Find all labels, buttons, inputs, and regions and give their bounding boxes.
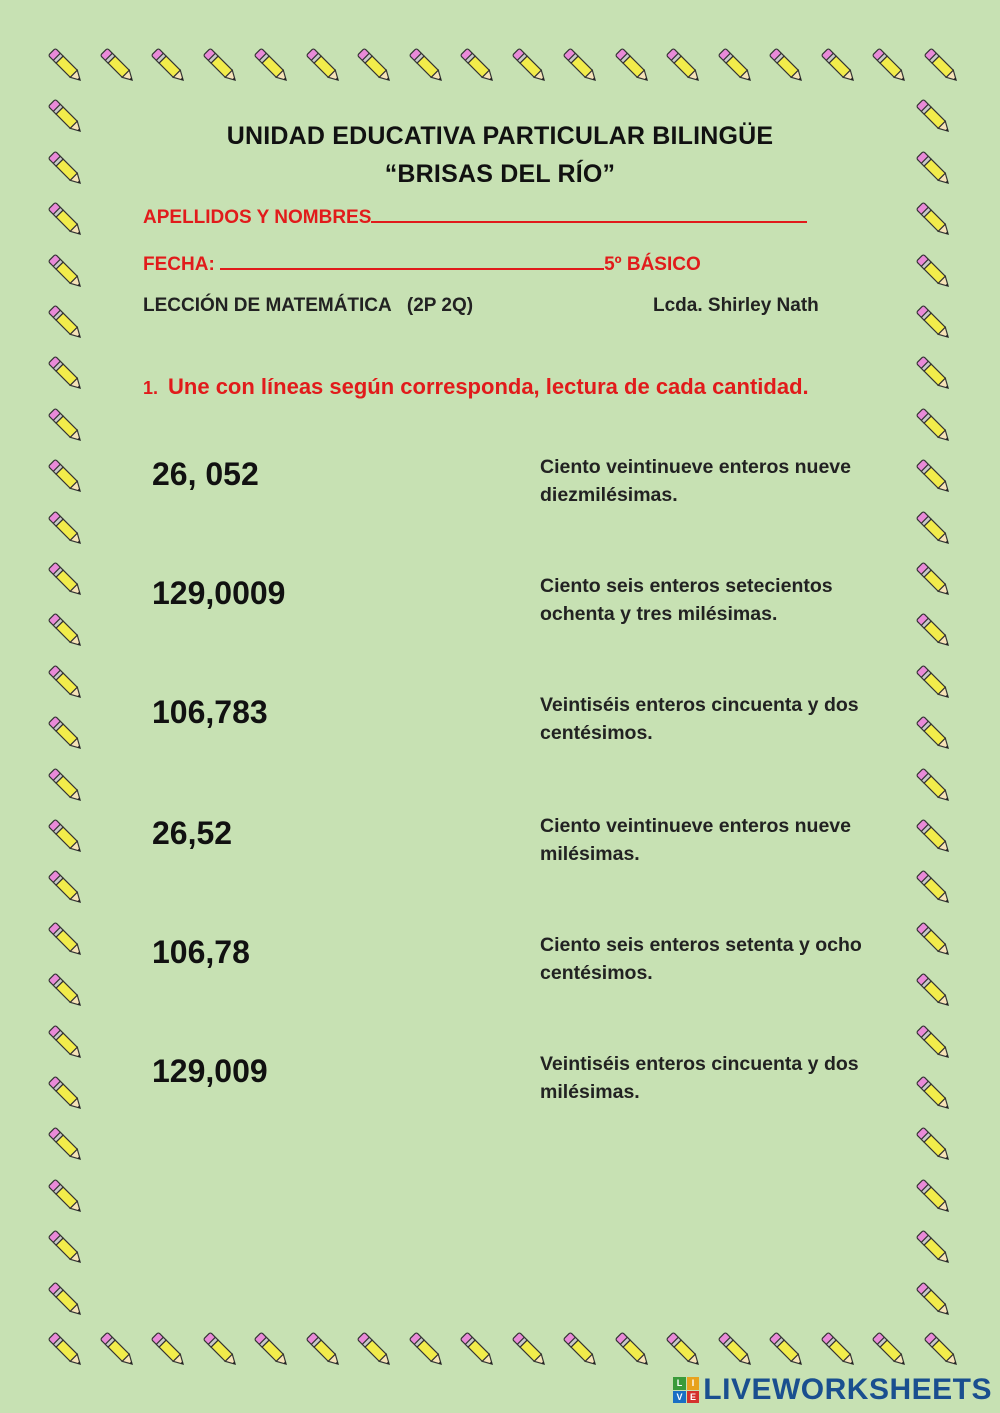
pencil-icon bbox=[555, 40, 607, 92]
quantity-item[interactable]: 26,52 bbox=[152, 815, 233, 851]
pencil-icon bbox=[40, 760, 92, 812]
pencil-icon bbox=[40, 1017, 92, 1069]
pencil-icon bbox=[92, 40, 144, 92]
pencil-icon bbox=[92, 1324, 144, 1376]
instruction-number: 1. bbox=[143, 378, 159, 398]
pencil-icon bbox=[607, 1324, 659, 1376]
liveworksheets-logo bbox=[673, 1373, 992, 1407]
pencil-icon bbox=[761, 1324, 813, 1376]
pencil-icon bbox=[813, 1324, 865, 1376]
pencil-icon bbox=[908, 503, 960, 555]
pencil-icon bbox=[40, 811, 92, 863]
pencil-icon bbox=[916, 40, 968, 92]
pencil-icon bbox=[908, 1068, 960, 1120]
pencil-icon bbox=[40, 1222, 92, 1274]
quantity-item[interactable]: 26, 052 bbox=[152, 456, 259, 492]
pencil-icon bbox=[908, 1171, 960, 1223]
pencil-icon bbox=[908, 246, 960, 298]
pencil-icon bbox=[908, 965, 960, 1017]
school-name: UNIDAD EDUCATIVA PARTICULAR BILINGÜE bbox=[226, 122, 774, 150]
pencil-icon bbox=[298, 40, 350, 92]
pencil-icon bbox=[40, 194, 92, 246]
pencil-icon bbox=[555, 1324, 607, 1376]
pencil-icon bbox=[864, 1324, 916, 1376]
reading-item[interactable]: Veintiséis enteros cincuenta y dos milésimas. bbox=[540, 1053, 859, 1103]
pencil-icon bbox=[761, 40, 813, 92]
quantity-item[interactable]: 129,009 bbox=[152, 1053, 268, 1089]
pencil-icon bbox=[40, 708, 92, 760]
pencil-icon bbox=[40, 1171, 92, 1223]
pencil-icon bbox=[452, 40, 504, 92]
quantity-item[interactable]: 129,0009 bbox=[152, 575, 286, 611]
pencil-icon bbox=[658, 1324, 710, 1376]
pencil-icon bbox=[40, 1274, 92, 1326]
pencil-icon bbox=[349, 40, 401, 92]
reading-item[interactable]: Ciento veintinueve enteros nueve diezmilésimas. bbox=[540, 456, 852, 506]
pencil-icon bbox=[908, 194, 960, 246]
mark-letter: L bbox=[673, 1377, 686, 1390]
date-input-line[interactable] bbox=[220, 250, 604, 270]
pencil-icon bbox=[813, 40, 865, 92]
pencil-icon bbox=[40, 400, 92, 452]
lesson-title: LECCIÓN DE MATEMÁTICA (2P 2Q) bbox=[143, 295, 474, 316]
reading-item[interactable]: Veintiséis enteros cincuenta y dos centésimos. bbox=[540, 694, 859, 744]
pencil-icon bbox=[908, 760, 960, 812]
teacher-name: Lcda. Shirley Nath bbox=[653, 295, 819, 316]
mark-letter: V bbox=[673, 1391, 686, 1404]
date-field bbox=[143, 250, 701, 276]
pencil-icon bbox=[143, 1324, 195, 1376]
pencil-icon bbox=[40, 862, 92, 914]
quantity-item[interactable]: 106,783 bbox=[152, 694, 268, 730]
pencil-icon bbox=[246, 40, 298, 92]
pencil-icon bbox=[908, 862, 960, 914]
pencil-icon bbox=[504, 40, 556, 92]
pencil-icon bbox=[916, 1324, 968, 1376]
reading-item[interactable]: Ciento veintinueve enteros nueve milésimas. bbox=[540, 815, 852, 865]
pencil-icon bbox=[908, 1017, 960, 1069]
pencil-icon bbox=[40, 451, 92, 503]
pencil-icon bbox=[908, 605, 960, 657]
liveworksheets-mark-icon bbox=[673, 1377, 699, 1403]
names-field bbox=[143, 203, 807, 229]
pencil-icon bbox=[40, 1119, 92, 1171]
pencil-icon bbox=[40, 965, 92, 1017]
pencil-icon bbox=[401, 40, 453, 92]
date-label: FECHA: bbox=[143, 254, 215, 275]
pencil-icon bbox=[40, 246, 92, 298]
names-input-line[interactable] bbox=[371, 203, 807, 223]
pencil-icon bbox=[40, 1324, 92, 1376]
pencil-icon bbox=[908, 297, 960, 349]
grade-label: 5º BÁSICO bbox=[604, 254, 701, 275]
pencil-icon bbox=[143, 40, 195, 92]
pencil-icon bbox=[40, 657, 92, 709]
pencil-icon bbox=[908, 451, 960, 503]
pencil-icon bbox=[658, 40, 710, 92]
pencil-icon bbox=[710, 40, 762, 92]
pencil-icon bbox=[40, 503, 92, 555]
pencil-icon bbox=[349, 1324, 401, 1376]
pencil-icon bbox=[908, 554, 960, 606]
pencil-icon bbox=[298, 1324, 350, 1376]
pencil-icon bbox=[40, 40, 92, 92]
pencil-icon bbox=[246, 1324, 298, 1376]
pencil-icon bbox=[195, 40, 247, 92]
pencil-icon bbox=[40, 1068, 92, 1120]
pencil-icon bbox=[40, 914, 92, 966]
reading-item[interactable]: Ciento seis enteros setenta y ocho centésimos. bbox=[540, 934, 862, 984]
pencil-icon bbox=[452, 1324, 504, 1376]
pencil-icon bbox=[908, 400, 960, 452]
pencil-icon bbox=[908, 914, 960, 966]
instruction-text: Une con líneas según corresponda, lectura de cada cantidad. bbox=[168, 374, 809, 399]
quantity-item[interactable]: 106,78 bbox=[152, 934, 250, 970]
pencil-icon bbox=[908, 1274, 960, 1326]
pencil-icon bbox=[908, 657, 960, 709]
pencil-icon bbox=[908, 708, 960, 760]
pencil-icon bbox=[40, 605, 92, 657]
school-motto: “BRISAS DEL RÍO” bbox=[384, 160, 616, 188]
pencil-icon bbox=[504, 1324, 556, 1376]
pencil-icon bbox=[710, 1324, 762, 1376]
reading-item[interactable]: Ciento seis enteros setecientos ochenta y tres milésimas. bbox=[540, 575, 833, 625]
pencil-icon bbox=[908, 1222, 960, 1274]
mark-letter: I bbox=[687, 1377, 700, 1390]
pencil-icon bbox=[908, 1119, 960, 1171]
instruction bbox=[143, 374, 809, 400]
pencil-icon bbox=[40, 348, 92, 400]
pencil-icon bbox=[607, 40, 659, 92]
pencil-icon bbox=[908, 348, 960, 400]
pencil-icon bbox=[40, 554, 92, 606]
liveworksheets-text: LIVEWORKSHEETS bbox=[703, 1373, 992, 1406]
pencil-icon bbox=[195, 1324, 247, 1376]
pencil-icon bbox=[864, 40, 916, 92]
names-label: APELLIDOS Y NOMBRES bbox=[143, 207, 372, 228]
pencil-icon bbox=[40, 297, 92, 349]
pencil-icon bbox=[401, 1324, 453, 1376]
mark-letter: E bbox=[687, 1391, 700, 1404]
pencil-icon bbox=[908, 811, 960, 863]
